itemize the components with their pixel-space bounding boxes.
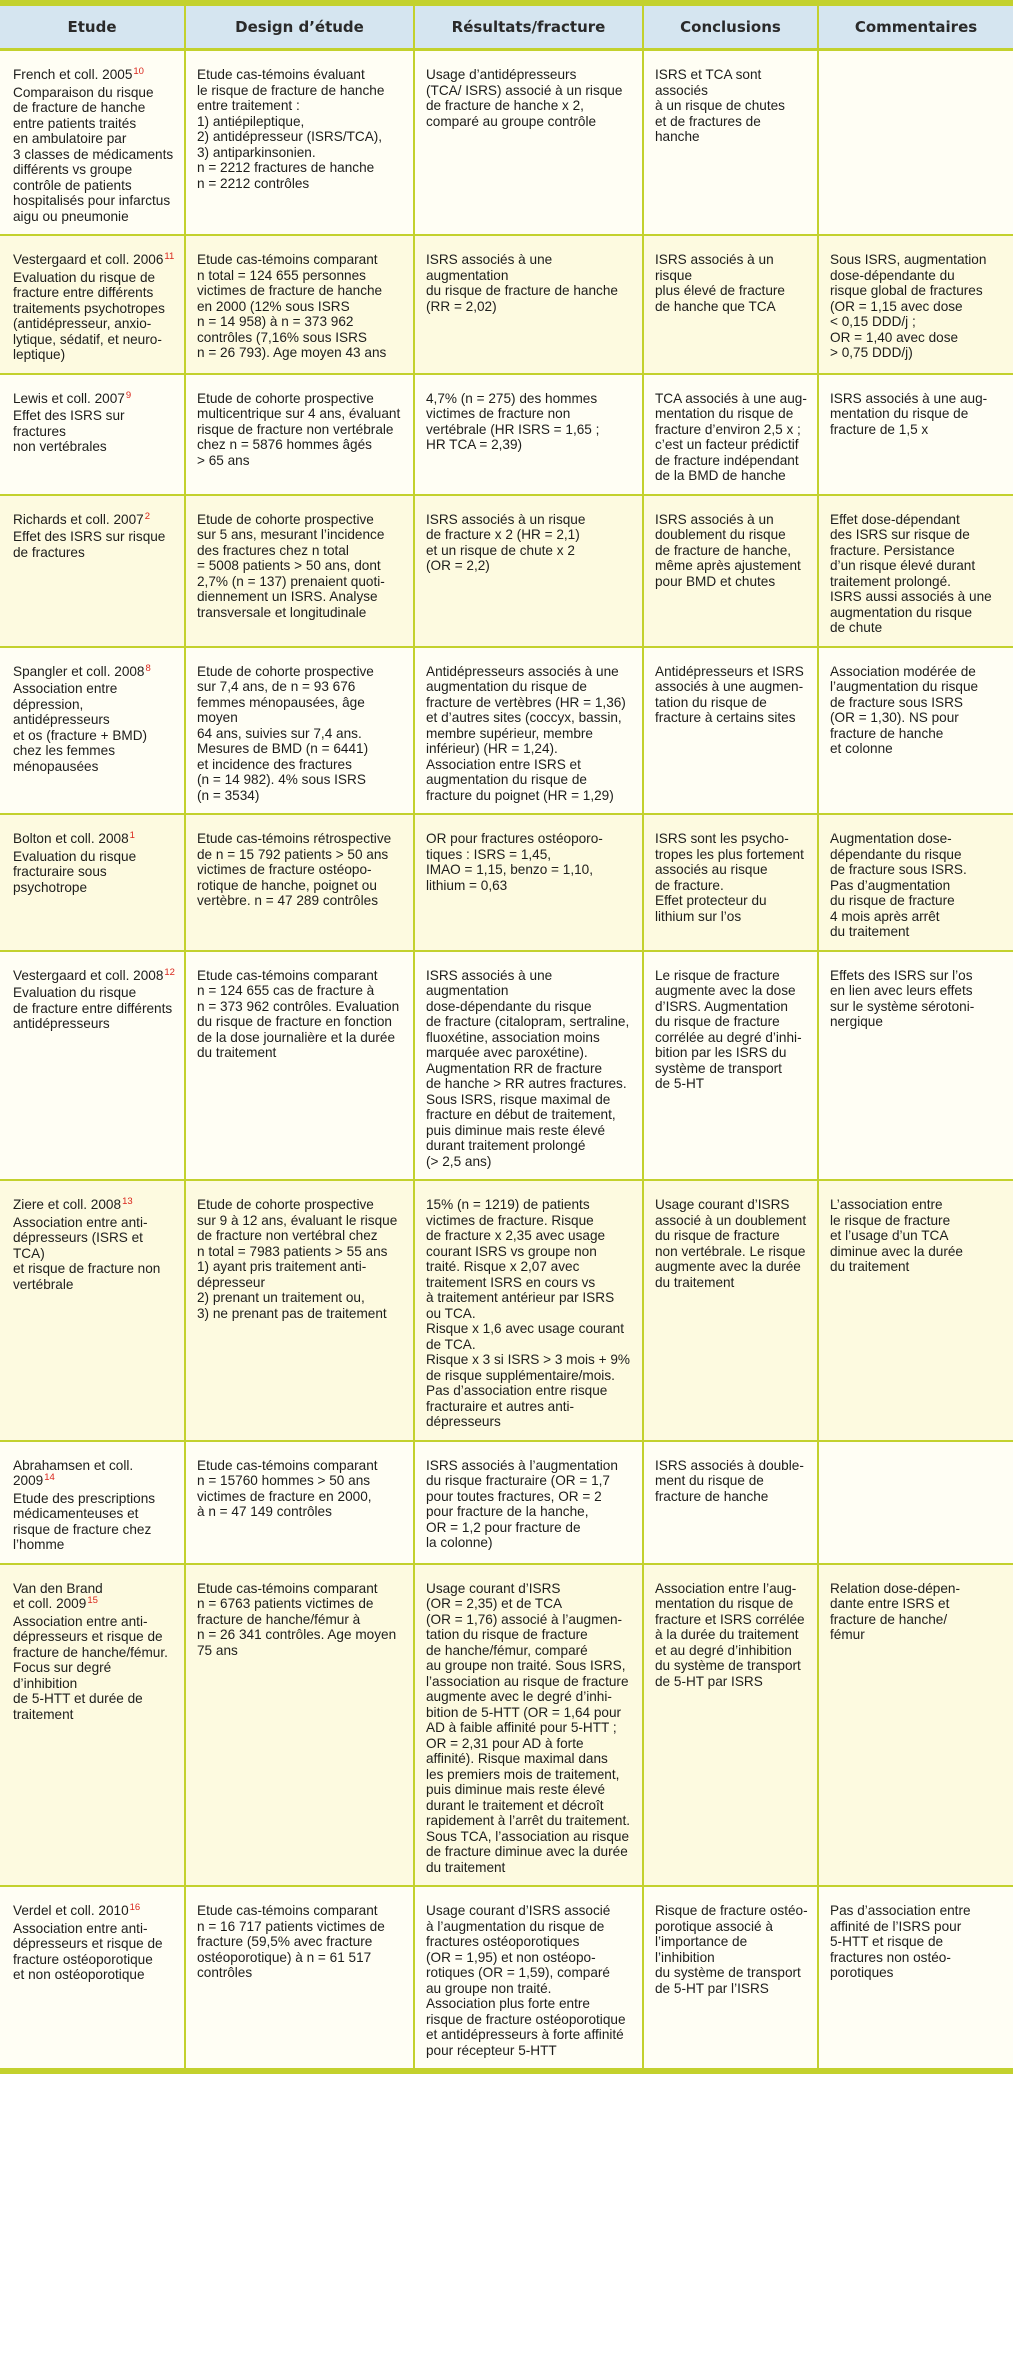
- cell-comments: Pas d’association entre affinité de l’ISRS pour 5-HTT et risque de fractures non ostéo- porotiques: [818, 1886, 1013, 2071]
- cell-comments: Augmentation dose- dépendante du risque de fracture sous ISRS. Pas d’augmentation du risque de fracture 4 mois après arrêt du traitement: [818, 814, 1013, 951]
- cell-etude: [0, 235, 185, 374]
- cell-conclusions: ISRS sont les psycho- tropes les plus fortement associés au risque de fracture. Effet protecteur du lithium sur l’os: [643, 814, 818, 951]
- cell-comments: [818, 50, 1013, 236]
- cell-results: Usage courant d’ISRS associé à l’augmentation du risque de fractures ostéoporotiques (OR = 1,95) et non ostéopo- rotiques (OR = 1,59), comparé au groupe non traité. Association plus forte entre risque de fracture ostéoporotique et antidépresseurs à forte affinité pour récepteur 5-HTT: [414, 1886, 643, 2071]
- cell-comments: [818, 1441, 1013, 1564]
- cell-etude: [0, 1886, 185, 2071]
- cell-etude: [0, 1564, 185, 1887]
- table-row: [0, 1180, 1013, 1441]
- cell-etude: [0, 374, 185, 495]
- cell-design: Etude de cohorte prospective sur 5 ans, mesurant l’incidence des fractures chez n total = 5008 patients > 50 ans, dont 2,7% (n = 137) prenaient quoti- diennement un ISRS. Analyse transversale et longitudinale: [185, 495, 414, 647]
- header-etude: Etude: [0, 3, 185, 50]
- cell-conclusions: Association entre l’aug- mentation du risque de fracture et ISRS corrélée à la durée du traitement et au degré d’inhibition du système de transport de 5-HT par ISRS: [643, 1564, 818, 1887]
- cell-design: Etude de cohorte prospective multicentrique sur 4 ans, évaluant risque de fracture non vertébrale chez n = 5876 hommes âgés > 65 ans: [185, 374, 414, 495]
- cell-comments: Association modérée de l’augmentation du risque de fracture sous ISRS (OR = 1,30). NS pour fracture de hanche et colonne: [818, 647, 1013, 815]
- study-author: Abrahamsen et coll. 2009: [13, 1457, 134, 1488]
- reference-number: 12: [164, 966, 175, 978]
- table-row: [0, 951, 1013, 1181]
- cell-results: 15% (n = 1219) de patients victimes de fracture. Risque de fracture x 2,35 avec usage courant ISRS vs groupe non traité. Risque x 2,07 avec traitement ISRS en cours vs à traitement antérieur par ISRS ou TCA. Risque x 1,6 avec usage courant de TCA. Risque x 3 si ISRS > 3 mois + 9% de risque supplémentaire/mois. Pas d’association entre risque fracturaire et autres anti- dépresseurs: [414, 1180, 643, 1441]
- table-header: [0, 3, 1013, 50]
- cell-comments: ISRS associés à une aug- mentation du risque de fracture de 1,5 x: [818, 374, 1013, 495]
- study-author: Ziere et coll. 2008: [13, 1197, 122, 1212]
- cell-comments: Effet dose-dépendant des ISRS sur risque de fracture. Persistance d’un risque élevé durant traitement prolongé. ISRS aussi associés à une augmentation du risque de chute: [818, 495, 1013, 647]
- cell-results: ISRS associés à un risque de fracture x 2 (HR = 2,1) et un risque de chute x 2 (OR = 2,2): [414, 495, 643, 647]
- study-description: Association entre anti- dépresseurs (ISRS et TCA) et risque de fracture non vertébrale: [13, 1214, 161, 1292]
- reference-number: 2: [144, 510, 151, 522]
- cell-results: ISRS associés à une augmentation dose-dépendante du risque de fracture (citalopram, sertraline, fluoxétine, association moins marquée avec paroxétine). Augmentation RR de fracture de hanche > RR autres fractures. Sous ISRS, risque maximal de fracture en début de traitement, puis diminue mais reste élevé durant traitement prolongé (> 2,5 ans): [414, 951, 643, 1181]
- cell-results: ISRS associés à une augmentation du risque de fracture de hanche (RR = 2,02): [414, 235, 643, 374]
- cell-etude: [0, 1441, 185, 1564]
- study-description: Effet des ISRS sur fractures non vertébrales: [13, 408, 125, 454]
- header-comments: Commentaires: [818, 3, 1013, 50]
- cell-results: 4,7% (n = 275) des hommes victimes de fracture non vertébrale (HR ISRS = 1,65 ; HR TCA = 2,39): [414, 374, 643, 495]
- cell-etude: [0, 50, 185, 236]
- study-author: Verdel et coll. 2010: [13, 1903, 129, 1918]
- cell-conclusions: TCA associés à une aug- mentation du risque de fracture d’environ 2,5 x ; c’est un facteur prédictif de fracture indépendant de la BMD de hanche: [643, 374, 818, 495]
- cell-results: OR pour fractures ostéoporo- tiques : ISRS = 1,45, IMAO = 1,15, benzo = 1,10, lithium = 0,63: [414, 814, 643, 951]
- cell-conclusions: Le risque de fracture augmente avec la dose d’ISRS. Augmentation du risque de fracture corrélée au degré d’inhi- bition par les ISRS du système de transport de 5-HT: [643, 951, 818, 1181]
- table-row: [0, 50, 1013, 236]
- cell-etude: [0, 495, 185, 647]
- table-row: [0, 1886, 1013, 2071]
- cell-etude: [0, 814, 185, 951]
- cell-conclusions: ISRS associés à un risque plus élevé de fracture de hanche que TCA: [643, 235, 818, 374]
- study-description: Evaluation du risque de fracture entre différents traitements psychotropes (antidépresseur, anxio- lytique, sédatif, et neuro- leptique): [13, 269, 165, 362]
- cell-conclusions: ISRS associés à double- ment du risque de fracture de hanche: [643, 1441, 818, 1564]
- cell-conclusions: Antidépresseurs et ISRS associés à une augmen- tation du risque de fracture à certains sites: [643, 647, 818, 815]
- header-conclusions: Conclusions: [643, 3, 818, 50]
- reference-number: 10: [133, 66, 144, 77]
- reference-number: 15: [87, 1595, 98, 1606]
- cell-conclusions: Usage courant d’ISRS associé à un doublement du risque de fracture non vertébrale. Le risque augmente avec la durée du traitement: [643, 1180, 818, 1441]
- cell-comments: L’association entre le risque de fracture et l’usage d’un TCA diminue avec la durée du traitement: [818, 1180, 1013, 1441]
- study-description: Effet des ISRS sur risque de fractures: [13, 529, 166, 560]
- table-row: [0, 814, 1013, 951]
- study-description: Etude des prescriptions médicamenteuses et risque de fracture chez l’homme: [13, 1490, 156, 1552]
- cell-results: Usage courant d’ISRS (OR = 2,35) et de TCA (OR = 1,76) associé à l’augmen- tation du risque de fracture de hanche/fémur, comparé au groupe non traité. Sous ISRS, l’association au risque de fracture augmente avec le degré d’inhi- bition de 5-HTT (OR = 1,64 pour AD à faible affinité pour 5-HTT ; OR = 2,31 pour AD à forte affinité). Risque maximal dans les premiers mois de traitement, puis diminue mais reste élevé durant le traitement et décroît rapidement à l’arrêt du traitement. Sous TCA, l’association au risque de fracture diminue avec la durée du traitement: [414, 1564, 643, 1887]
- cell-comments: Sous ISRS, augmentation dose-dépendante du risque global de fractures (OR = 1,15 avec dose < 0,15 DDD/j ; OR = 1,40 avec dose > 0,75 DDD/j): [818, 235, 1013, 374]
- study-description: Association entre anti- dépresseurs et risque de fracture ostéoporotique et non ostéoporotique: [13, 1920, 163, 1982]
- cell-etude: [0, 647, 185, 815]
- table-row: [0, 495, 1013, 647]
- study-description: Evaluation du risque fracturaire sous psychotrope: [13, 848, 137, 895]
- study-description: Association entre dépression, antidépresseurs et os (fracture + BMD) chez les femmes ménopausées: [13, 681, 148, 774]
- reference-number: 13: [122, 1196, 133, 1207]
- cell-design: Etude cas-témoins comparant n = 124 655 cas de fracture à n = 373 962 contrôles. Evaluation du risque de fracture en fonction de la dose journalière et la durée du traitement: [185, 951, 414, 1181]
- study-description: Association entre anti- dépresseurs et risque de fracture de hanche/fémur. Focus sur degré d’inhibition de 5-HTT et durée de traitement: [13, 1613, 168, 1722]
- cell-etude: [0, 951, 185, 1181]
- cell-results: Usage d’antidépresseurs (TCA/ ISRS) associé à un risque de fracture de hanche x 2, comparé au groupe contrôle: [414, 50, 643, 236]
- reference-number: 16: [129, 1902, 141, 1913]
- study-description: Comparaison du risque de fracture de hanche entre patients traités en ambulatoire par 3 classes de médicaments différents vs groupe contrôle de patients hospitalisés pour infarctus aigu ou pneumonie: [13, 84, 174, 224]
- reference-number: 1: [129, 830, 135, 841]
- cell-comments: Relation dose-dépen- dante entre ISRS et fracture de hanche/ fémur: [818, 1564, 1013, 1887]
- study-author: Lewis et coll. 2007: [13, 390, 125, 406]
- cell-design: Etude cas-témoins évaluant le risque de fracture de hanche entre traitement : 1) antiépileptique, 2) antidépresseur (ISRS/TCA), 3) antiparkinsonien. n = 2212 fractures de hanche n = 2212 contrôles: [185, 50, 414, 236]
- reference-number: 8: [145, 662, 151, 674]
- header-results: Résultats/fracture: [414, 3, 643, 50]
- study-description: Evaluation du risque de fracture entre différents antidépresseurs: [13, 985, 173, 1031]
- reference-number: 14: [44, 1472, 55, 1483]
- header-design: Design d’étude: [185, 3, 414, 50]
- cell-design: Etude cas-témoins rétrospective de n = 15 792 patients > 50 ans victimes de fracture ostéopo- rotique de hanche, poignet ou vertèbre. n = 47 289 contrôles: [185, 814, 414, 951]
- study-author: Bolton et coll. 2008: [13, 831, 129, 846]
- header-row: [0, 3, 1013, 50]
- study-author: Vestergaard et coll. 2006: [13, 252, 164, 267]
- cell-etude: [0, 1180, 185, 1441]
- study-author: Vestergaard et coll. 2008: [13, 967, 164, 983]
- table-row: [0, 235, 1013, 374]
- cell-conclusions: ISRS et TCA sont associés à un risque de chutes et de fractures de hanche: [643, 50, 818, 236]
- reference-number: 9: [125, 389, 132, 401]
- study-author: Van den Brand et coll. 2009: [13, 1580, 103, 1611]
- cell-comments: Effets des ISRS sur l’os en lien avec leurs effets sur le système sérotoni- nergique: [818, 951, 1013, 1181]
- study-author: French et coll. 2005: [13, 67, 133, 82]
- table-row: [0, 647, 1013, 815]
- study-author: Spangler et coll. 2008: [13, 663, 145, 679]
- reference-number: 11: [164, 251, 175, 262]
- cell-results: ISRS associés à l’augmentation du risque fracturaire (OR = 1,7 pour toutes fractures, OR = 2 pour fracture de la hanche, OR = 1,2 pour fracture de la colonne): [414, 1441, 643, 1564]
- cell-design: Etude cas-témoins comparant n total = 124 655 personnes victimes de fracture de hanche en 2000 (12% sous ISRS n = 14 958) à n = 373 962 contrôles (7,16% sous ISRS n = 26 793). Age moyen 43 ans: [185, 235, 414, 374]
- cell-design: Etude cas-témoins comparant n = 6763 patients victimes de fracture de hanche/fémur à n = 26 341 contrôles. Age moyen 75 ans: [185, 1564, 414, 1887]
- cell-design: Etude de cohorte prospective sur 9 à 12 ans, évaluant le risque de fracture non vertébral chez n total = 7983 patients > 55 ans 1) ayant pris traitement anti- dépresseur 2) prenant un traitement ou, 3) ne prenant pas de traitement: [185, 1180, 414, 1441]
- study-author: Richards et coll. 2007: [13, 511, 144, 527]
- cell-results: Antidépresseurs associés à une augmentation du risque de fracture de vertèbres (HR = 1,36) et d’autres sites (coccyx, bassin, membre supérieur, membre inférieur) (HR = 1,24). Association entre ISRS et augmentation du risque de fracture du poignet (HR = 1,29): [414, 647, 643, 815]
- table-row: [0, 1441, 1013, 1564]
- cell-conclusions: Risque de fracture ostéo- porotique associé à l’importance de l’inhibition du système de transport de 5-HT par l’ISRS: [643, 1886, 818, 2071]
- table-row: [0, 1564, 1013, 1887]
- table-body: [0, 50, 1013, 2072]
- cell-conclusions: ISRS associés à un doublement du risque de fracture de hanche, même après ajustement pour BMD et chutes: [643, 495, 818, 647]
- table-row: [0, 374, 1013, 495]
- cell-design: Etude cas-témoins comparant n = 15760 hommes > 50 ans victimes de fracture en 2000, à n = 47 149 contrôles: [185, 1441, 414, 1564]
- cell-design: Etude cas-témoins comparant n = 16 717 patients victimes de fracture (59,5% avec fracture ostéoporotique) à n = 61 517 contrôles: [185, 1886, 414, 2071]
- cell-design: Etude de cohorte prospective sur 7,4 ans, de n = 93 676 femmes ménopausées, âge moyen 64 ans, suivies sur 7,4 ans. Mesures de BMD (n = 6441) et incidence des fractures (n = 14 982). 4% sous ISRS (n = 3534): [185, 647, 414, 815]
